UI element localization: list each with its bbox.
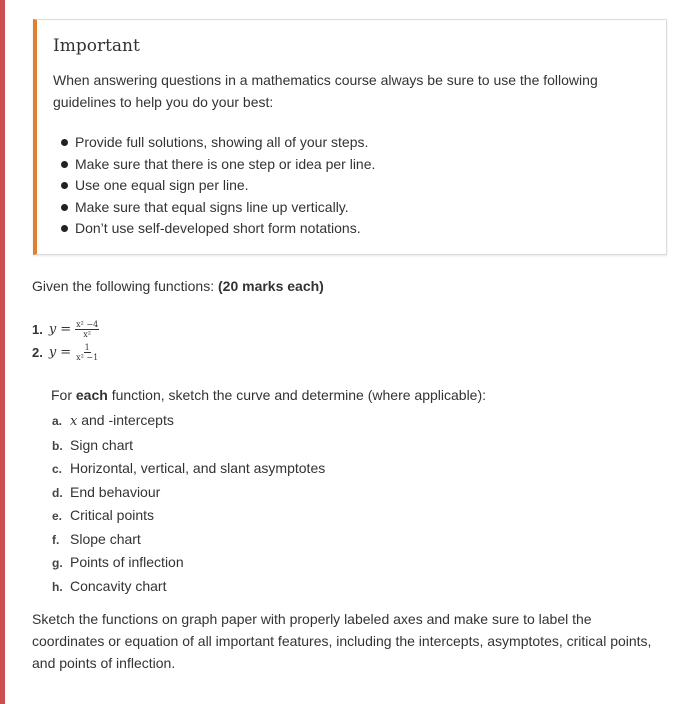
requirement-item [52, 481, 325, 505]
guidelines-list [59, 132, 375, 240]
item-letter: g. [52, 556, 63, 570]
item-letter: a. [52, 414, 63, 428]
item-letter: d. [52, 485, 63, 500]
item-text: Sign chart [70, 436, 134, 453]
requirement-item [52, 434, 325, 458]
callout-title: Important [53, 36, 140, 56]
item-text: Critical points [70, 507, 155, 523]
guideline-item: Provide full solutions, showing all of your steps. [59, 132, 375, 154]
item-text: Concavity chart [70, 577, 167, 594]
requirement-item [52, 457, 325, 481]
guideline-item: Make sure that equal signs line up vertically. [59, 197, 375, 219]
task-instructions [51, 387, 486, 403]
closing-paragraph: Sketch the functions on graph paper with properly labeled axes and make sure to label the coordinates or equation of all important features, including the intercepts, asymptotes, critical points, and points of inflection. [32, 611, 652, 671]
guideline-item: Don’t use self-developed short form notations. [59, 218, 375, 240]
function-number: 1. [32, 321, 43, 337]
requirement-item [52, 528, 325, 552]
requirement-item [52, 409, 325, 434]
function-lhs: y [48, 321, 57, 337]
item-letter: f. [52, 532, 60, 547]
requirements-list [52, 409, 325, 598]
requirement-item [52, 504, 325, 528]
function-1 [32, 319, 99, 339]
task-suffix: function, sketch the curve and determine (where applicable): [107, 387, 487, 403]
equals-sign: = [60, 344, 72, 360]
item-text: and -intercepts [77, 412, 174, 428]
numerator: x² −4 [76, 319, 99, 329]
functions-intro [32, 278, 324, 294]
fraction [75, 343, 99, 362]
intro-text: Given the following functions: [32, 278, 218, 294]
equals-sign: = [60, 321, 72, 337]
marks-label: (20 marks each) [218, 278, 324, 294]
assignment-page [5, 0, 699, 704]
requirement-item [52, 575, 325, 599]
denominator: x² [83, 329, 91, 339]
task-prefix: For [51, 387, 76, 403]
task-each: each [75, 387, 108, 403]
numerator: 1 [84, 342, 90, 352]
item-letter: c. [52, 462, 63, 476]
item-text: End behaviour [70, 483, 161, 500]
item-text: Horizontal, vertical, and slant asymptotes [70, 460, 326, 476]
item-letter: b. [52, 438, 63, 453]
denominator: x² −1 [76, 352, 99, 362]
function-2 [32, 342, 99, 362]
item-text: Slope chart [70, 530, 141, 547]
callout-text: When answering questions in a mathematics course always be sure to use the following guidelines to help you do your best: [53, 72, 598, 110]
requirement-item [52, 551, 325, 575]
fraction [75, 320, 99, 339]
item-text: Points of inflection [70, 554, 184, 570]
guideline-item: Use one equal sign per line. [59, 175, 375, 197]
item-letter: e. [52, 509, 63, 523]
function-number: 2. [32, 344, 43, 360]
item-letter: h. [52, 579, 63, 594]
guideline-item: Make sure that there is one step or idea per line. [59, 154, 375, 176]
function-lhs: y [48, 344, 57, 360]
math-var: x [70, 414, 78, 429]
important-callout [33, 19, 667, 255]
